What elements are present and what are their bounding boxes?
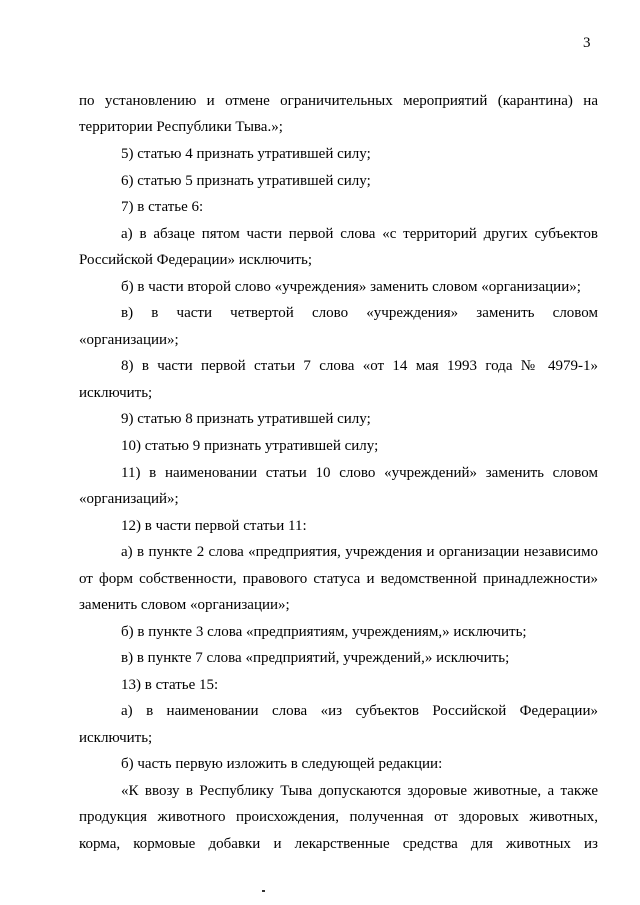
text-line: территории Республики Тыва.»; [79, 119, 283, 135]
text-line: б) часть первую изложить в следующей редакции: [121, 756, 443, 772]
text-line: 9) статью 8 признать утратившей силу; [121, 411, 371, 427]
text-line: 6) статью 5 признать утратившей силу; [121, 173, 371, 189]
text-line: 7) в статье 6: [121, 199, 204, 215]
text-line: «организаций»; [79, 491, 179, 507]
text-line: 10) статью 9 признать утратившей силу; [121, 438, 379, 454]
text-line: корма, кормовые добавки и лекарственные средства для животных из [79, 836, 598, 852]
text-line: продукция животного происхождения, полученная от здоровых животных, [79, 809, 598, 825]
text-line: а) в абзаце пятом части первой слова «с территорий других субъектов [121, 226, 598, 242]
text-line: в) в пункте 7 слова «предприятий, учреждений,» исключить; [121, 650, 510, 666]
text-line: 5) статью 4 признать утратившей силу; [121, 146, 371, 162]
text-line: 11) в наименовании статьи 10 слово «учреждений» заменить словом [121, 465, 598, 481]
text-line: «организации»; [79, 332, 179, 348]
text-line: заменить словом «организации»; [79, 597, 290, 613]
text-line: а) в пункте 2 слова «предприятия, учреждения и организации независимо [121, 544, 598, 560]
text-line: исключить; [79, 385, 153, 401]
text-line: от форм собственности, правового статуса и ведомственной принадлежности» [79, 571, 598, 587]
text-line: по установлению и отмене ограничительных мероприятий (карантина) на [79, 93, 598, 109]
text-line: Российской Федерации» исключить; [79, 252, 312, 268]
text-line: 12) в части первой статьи 11: [121, 518, 307, 534]
text-line: «К ввозу в Республику Тыва допускаются здоровые животные, а также [121, 783, 598, 799]
text-line: 8) в части первой статьи 7 слова «от 14 мая 1993 года № 4979-1» [121, 358, 598, 374]
text-line: б) в пункте 3 слова «предприятиям, учреждениям,» исключить; [121, 624, 527, 640]
scan-artifact [262, 890, 265, 892]
text-line: а) в наименовании слова «из субъектов Российской Федерации» [121, 703, 598, 719]
text-line: в) в части четвертой слово «учреждения» заменить словом [121, 305, 598, 321]
text-line: 13) в статье 15: [121, 677, 219, 693]
text-line: б) в части второй слово «учреждения» заменить словом «организации»; [121, 279, 581, 295]
text-line: исключить; [79, 730, 153, 746]
page-number: 3 [583, 35, 591, 51]
